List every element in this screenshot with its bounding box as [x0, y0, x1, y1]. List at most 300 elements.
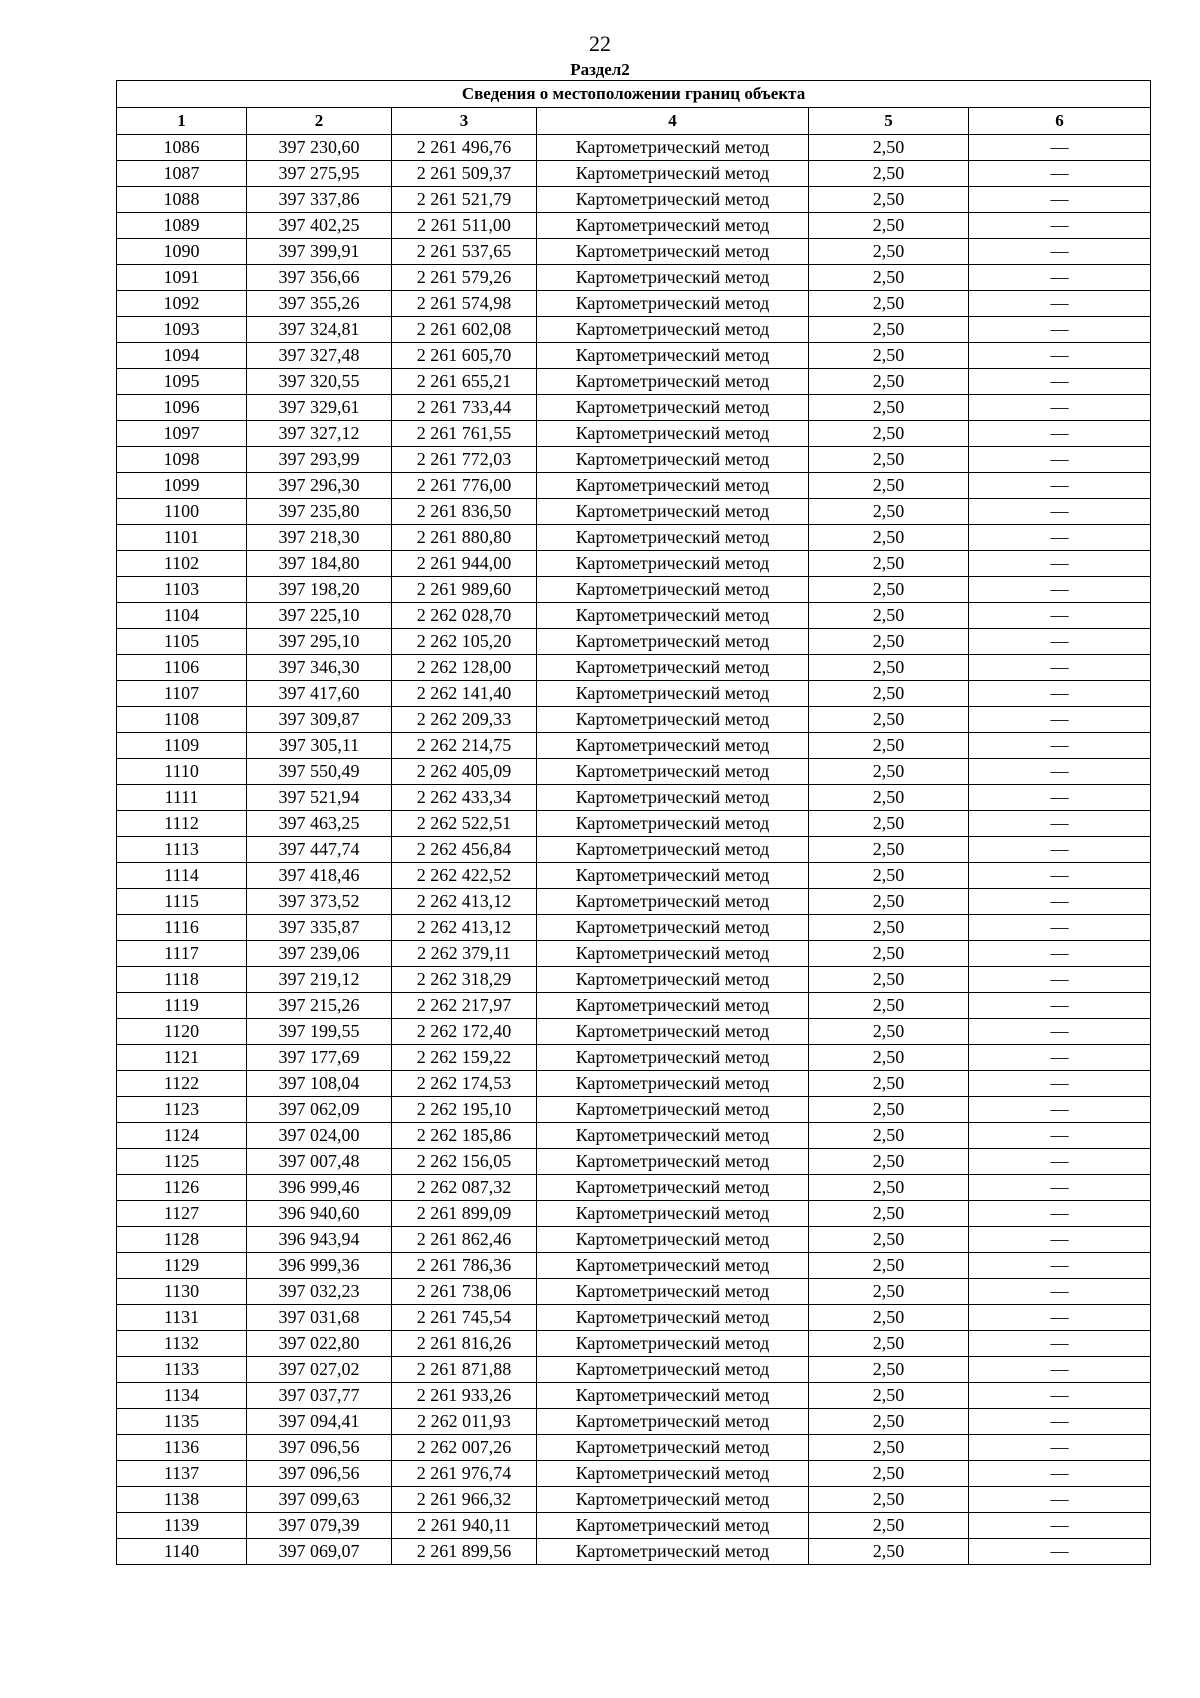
point-number-cell: 1130	[117, 1279, 247, 1305]
description-cell: —	[969, 759, 1151, 785]
table-row	[117, 681, 1151, 707]
accuracy-cell: 2,50	[809, 681, 969, 707]
method-cell: Картометрический метод	[537, 1357, 809, 1383]
table-row	[117, 863, 1151, 889]
x-coordinate-cell: 397 037,77	[247, 1383, 392, 1409]
y-coordinate-cell: 2 261 976,74	[392, 1461, 537, 1487]
x-coordinate-cell: 397 219,12	[247, 967, 392, 993]
description-cell: —	[969, 967, 1151, 993]
point-number-cell: 1137	[117, 1461, 247, 1487]
description-cell: —	[969, 1227, 1151, 1253]
accuracy-cell: 2,50	[809, 785, 969, 811]
description-cell: —	[969, 1045, 1151, 1071]
point-number-cell: 1095	[117, 369, 247, 395]
x-coordinate-cell: 397 373,52	[247, 889, 392, 915]
x-coordinate-cell: 397 198,20	[247, 577, 392, 603]
point-number-cell: 1131	[117, 1305, 247, 1331]
table-row	[117, 1539, 1151, 1565]
accuracy-cell: 2,50	[809, 889, 969, 915]
method-cell: Картометрический метод	[537, 161, 809, 187]
description-cell: —	[969, 915, 1151, 941]
x-coordinate-cell: 397 327,48	[247, 343, 392, 369]
y-coordinate-cell: 2 261 579,26	[392, 265, 537, 291]
y-coordinate-cell: 2 261 511,00	[392, 213, 537, 239]
method-cell: Картометрический метод	[537, 421, 809, 447]
accuracy-cell: 2,50	[809, 1201, 969, 1227]
description-cell: —	[969, 603, 1151, 629]
method-cell: Картометрический метод	[537, 1149, 809, 1175]
y-coordinate-cell: 2 261 880,80	[392, 525, 537, 551]
table-row	[117, 1019, 1151, 1045]
accuracy-cell: 2,50	[809, 1123, 969, 1149]
description-cell: —	[969, 1513, 1151, 1539]
x-coordinate-cell: 397 099,63	[247, 1487, 392, 1513]
description-cell: —	[969, 733, 1151, 759]
y-coordinate-cell: 2 262 195,10	[392, 1097, 537, 1123]
table-row	[117, 317, 1151, 343]
description-cell: —	[969, 1461, 1151, 1487]
x-coordinate-cell: 397 218,30	[247, 525, 392, 551]
method-cell: Картометрический метод	[537, 967, 809, 993]
description-cell: —	[969, 655, 1151, 681]
table-row	[117, 343, 1151, 369]
y-coordinate-cell: 2 262 433,34	[392, 785, 537, 811]
accuracy-cell: 2,50	[809, 213, 969, 239]
accuracy-cell: 2,50	[809, 915, 969, 941]
description-cell: —	[969, 1357, 1151, 1383]
accuracy-cell: 2,50	[809, 473, 969, 499]
y-coordinate-cell: 2 262 185,86	[392, 1123, 537, 1149]
y-coordinate-cell: 2 261 733,44	[392, 395, 537, 421]
table-body	[117, 135, 1151, 1565]
method-cell: Картометрический метод	[537, 1175, 809, 1201]
table-row	[117, 993, 1151, 1019]
x-coordinate-cell: 397 335,87	[247, 915, 392, 941]
method-cell: Картометрический метод	[537, 1097, 809, 1123]
accuracy-cell: 2,50	[809, 421, 969, 447]
accuracy-cell: 2,50	[809, 499, 969, 525]
y-coordinate-cell: 2 262 156,05	[392, 1149, 537, 1175]
method-cell: Картометрический метод	[537, 681, 809, 707]
column-number-row	[117, 108, 1151, 135]
accuracy-cell: 2,50	[809, 1071, 969, 1097]
description-cell: —	[969, 811, 1151, 837]
point-number-cell: 1088	[117, 187, 247, 213]
method-cell: Картометрический метод	[537, 889, 809, 915]
method-cell: Картометрический метод	[537, 1279, 809, 1305]
table-row	[117, 265, 1151, 291]
x-coordinate-cell: 396 999,46	[247, 1175, 392, 1201]
method-cell: Картометрический метод	[537, 525, 809, 551]
x-coordinate-cell: 397 239,06	[247, 941, 392, 967]
table-row	[117, 1253, 1151, 1279]
x-coordinate-cell: 397 007,48	[247, 1149, 392, 1175]
accuracy-cell: 2,50	[809, 239, 969, 265]
table-row	[117, 239, 1151, 265]
description-cell: —	[969, 1123, 1151, 1149]
method-cell: Картометрический метод	[537, 811, 809, 837]
table-row	[117, 577, 1151, 603]
accuracy-cell: 2,50	[809, 863, 969, 889]
x-coordinate-cell: 397 027,02	[247, 1357, 392, 1383]
table-row	[117, 811, 1151, 837]
method-cell: Картометрический метод	[537, 863, 809, 889]
y-coordinate-cell: 2 262 172,40	[392, 1019, 537, 1045]
y-coordinate-cell: 2 261 574,98	[392, 291, 537, 317]
method-cell: Картометрический метод	[537, 1331, 809, 1357]
method-cell: Картометрический метод	[537, 213, 809, 239]
method-cell: Картометрический метод	[537, 499, 809, 525]
x-coordinate-cell: 397 418,46	[247, 863, 392, 889]
point-number-cell: 1086	[117, 135, 247, 161]
method-cell: Картометрический метод	[537, 1071, 809, 1097]
description-cell: —	[969, 707, 1151, 733]
accuracy-cell: 2,50	[809, 525, 969, 551]
table-row	[117, 161, 1151, 187]
y-coordinate-cell: 2 261 836,50	[392, 499, 537, 525]
table-row	[117, 395, 1151, 421]
x-coordinate-cell: 396 999,36	[247, 1253, 392, 1279]
description-cell: —	[969, 941, 1151, 967]
y-coordinate-cell: 2 261 509,37	[392, 161, 537, 187]
table-row	[117, 967, 1151, 993]
point-number-cell: 1129	[117, 1253, 247, 1279]
point-number-cell: 1099	[117, 473, 247, 499]
y-coordinate-cell: 2 261 862,46	[392, 1227, 537, 1253]
x-coordinate-cell: 397 184,80	[247, 551, 392, 577]
accuracy-cell: 2,50	[809, 941, 969, 967]
x-coordinate-cell: 397 215,26	[247, 993, 392, 1019]
table-row	[117, 1357, 1151, 1383]
table-row	[117, 1513, 1151, 1539]
point-number-cell: 1092	[117, 291, 247, 317]
point-number-cell: 1116	[117, 915, 247, 941]
table-row	[117, 915, 1151, 941]
accuracy-cell: 2,50	[809, 1357, 969, 1383]
x-coordinate-cell: 397 327,12	[247, 421, 392, 447]
x-coordinate-cell: 397 417,60	[247, 681, 392, 707]
column-number: 4	[537, 108, 809, 135]
x-coordinate-cell: 397 022,80	[247, 1331, 392, 1357]
method-cell: Картометрический метод	[537, 1513, 809, 1539]
accuracy-cell: 2,50	[809, 1409, 969, 1435]
accuracy-cell: 2,50	[809, 1227, 969, 1253]
accuracy-cell: 2,50	[809, 369, 969, 395]
description-cell: —	[969, 1149, 1151, 1175]
table-row	[117, 1279, 1151, 1305]
x-coordinate-cell: 397 069,07	[247, 1539, 392, 1565]
point-number-cell: 1101	[117, 525, 247, 551]
point-number-cell: 1126	[117, 1175, 247, 1201]
y-coordinate-cell: 2 262 405,09	[392, 759, 537, 785]
y-coordinate-cell: 2 261 738,06	[392, 1279, 537, 1305]
accuracy-cell: 2,50	[809, 733, 969, 759]
point-number-cell: 1120	[117, 1019, 247, 1045]
y-coordinate-cell: 2 262 456,84	[392, 837, 537, 863]
point-number-cell: 1105	[117, 629, 247, 655]
description-cell: —	[969, 473, 1151, 499]
accuracy-cell: 2,50	[809, 1461, 969, 1487]
accuracy-cell: 2,50	[809, 317, 969, 343]
description-cell: —	[969, 1097, 1151, 1123]
y-coordinate-cell: 2 261 989,60	[392, 577, 537, 603]
table-row	[117, 1071, 1151, 1097]
description-cell: —	[969, 395, 1151, 421]
accuracy-cell: 2,50	[809, 1513, 969, 1539]
x-coordinate-cell: 397 329,61	[247, 395, 392, 421]
accuracy-cell: 2,50	[809, 759, 969, 785]
accuracy-cell: 2,50	[809, 1539, 969, 1565]
method-cell: Картометрический метод	[537, 941, 809, 967]
method-cell: Картометрический метод	[537, 1539, 809, 1565]
point-number-cell: 1124	[117, 1123, 247, 1149]
x-coordinate-cell: 397 225,10	[247, 603, 392, 629]
point-number-cell: 1091	[117, 265, 247, 291]
accuracy-cell: 2,50	[809, 629, 969, 655]
y-coordinate-cell: 2 262 141,40	[392, 681, 537, 707]
point-number-cell: 1093	[117, 317, 247, 343]
point-number-cell: 1111	[117, 785, 247, 811]
table-row	[117, 1201, 1151, 1227]
point-number-cell: 1135	[117, 1409, 247, 1435]
point-number-cell: 1089	[117, 213, 247, 239]
accuracy-cell: 2,50	[809, 1253, 969, 1279]
y-coordinate-cell: 2 262 422,52	[392, 863, 537, 889]
page-number: 22	[589, 31, 611, 56]
point-number-cell: 1107	[117, 681, 247, 707]
table-caption: Сведения о местоположении границ объекта	[117, 81, 1151, 108]
method-cell: Картометрический метод	[537, 603, 809, 629]
method-cell: Картометрический метод	[537, 577, 809, 603]
table-row	[117, 1461, 1151, 1487]
table-row	[117, 759, 1151, 785]
accuracy-cell: 2,50	[809, 395, 969, 421]
method-cell: Картометрический метод	[537, 655, 809, 681]
point-number-cell: 1121	[117, 1045, 247, 1071]
table-row	[117, 1331, 1151, 1357]
x-coordinate-cell: 397 235,80	[247, 499, 392, 525]
column-number: 1	[117, 108, 247, 135]
accuracy-cell: 2,50	[809, 1279, 969, 1305]
accuracy-cell: 2,50	[809, 1045, 969, 1071]
y-coordinate-cell: 2 261 602,08	[392, 317, 537, 343]
point-number-cell: 1134	[117, 1383, 247, 1409]
x-coordinate-cell: 397 346,30	[247, 655, 392, 681]
accuracy-cell: 2,50	[809, 707, 969, 733]
table-row	[117, 1175, 1151, 1201]
table-row	[117, 889, 1151, 915]
method-cell: Картометрический метод	[537, 1019, 809, 1045]
method-cell: Картометрический метод	[537, 343, 809, 369]
method-cell: Картометрический метод	[537, 785, 809, 811]
method-cell: Картометрический метод	[537, 395, 809, 421]
point-number-cell: 1094	[117, 343, 247, 369]
point-number-cell: 1102	[117, 551, 247, 577]
y-coordinate-cell: 2 261 521,79	[392, 187, 537, 213]
point-number-cell: 1139	[117, 1513, 247, 1539]
accuracy-cell: 2,50	[809, 135, 969, 161]
point-number-cell: 1100	[117, 499, 247, 525]
x-coordinate-cell: 397 402,25	[247, 213, 392, 239]
section-title: Раздел2	[570, 60, 630, 79]
x-coordinate-cell: 396 943,94	[247, 1227, 392, 1253]
point-number-cell: 1112	[117, 811, 247, 837]
table-row	[117, 499, 1151, 525]
x-coordinate-cell: 397 094,41	[247, 1409, 392, 1435]
x-coordinate-cell: 397 032,23	[247, 1279, 392, 1305]
method-cell: Картометрический метод	[537, 551, 809, 577]
y-coordinate-cell: 2 262 214,75	[392, 733, 537, 759]
method-cell: Картометрический метод	[537, 187, 809, 213]
x-coordinate-cell: 397 275,95	[247, 161, 392, 187]
x-coordinate-cell: 397 295,10	[247, 629, 392, 655]
y-coordinate-cell: 2 262 174,53	[392, 1071, 537, 1097]
method-cell: Картометрический метод	[537, 1435, 809, 1461]
table-row	[117, 1097, 1151, 1123]
method-cell: Картометрический метод	[537, 265, 809, 291]
x-coordinate-cell: 397 096,56	[247, 1435, 392, 1461]
x-coordinate-cell: 397 079,39	[247, 1513, 392, 1539]
method-cell: Картометрический метод	[537, 291, 809, 317]
accuracy-cell: 2,50	[809, 577, 969, 603]
accuracy-cell: 2,50	[809, 1435, 969, 1461]
y-coordinate-cell: 2 261 776,00	[392, 473, 537, 499]
table-row	[117, 1149, 1151, 1175]
column-number: 5	[809, 108, 969, 135]
point-number-cell: 1125	[117, 1149, 247, 1175]
table-row	[117, 369, 1151, 395]
accuracy-cell: 2,50	[809, 993, 969, 1019]
description-cell: —	[969, 837, 1151, 863]
x-coordinate-cell: 397 024,00	[247, 1123, 392, 1149]
method-cell: Картометрический метод	[537, 1253, 809, 1279]
accuracy-cell: 2,50	[809, 1149, 969, 1175]
point-number-cell: 1090	[117, 239, 247, 265]
description-cell: —	[969, 577, 1151, 603]
accuracy-cell: 2,50	[809, 551, 969, 577]
point-number-cell: 1106	[117, 655, 247, 681]
x-coordinate-cell: 397 108,04	[247, 1071, 392, 1097]
table-row	[117, 1305, 1151, 1331]
y-coordinate-cell: 2 262 028,70	[392, 603, 537, 629]
description-cell: —	[969, 161, 1151, 187]
table-row	[117, 525, 1151, 551]
method-cell: Картометрический метод	[537, 1487, 809, 1513]
method-cell: Картометрический метод	[537, 915, 809, 941]
table-row	[117, 1045, 1151, 1071]
column-number: 2	[247, 108, 392, 135]
table-row	[117, 837, 1151, 863]
accuracy-cell: 2,50	[809, 1383, 969, 1409]
accuracy-cell: 2,50	[809, 1175, 969, 1201]
y-coordinate-cell: 2 261 496,76	[392, 135, 537, 161]
table-row	[117, 1227, 1151, 1253]
x-coordinate-cell: 397 062,09	[247, 1097, 392, 1123]
table-row	[117, 421, 1151, 447]
description-cell: —	[969, 135, 1151, 161]
table-row	[117, 551, 1151, 577]
method-cell: Картометрический метод	[537, 369, 809, 395]
point-number-cell: 1140	[117, 1539, 247, 1565]
description-cell: —	[969, 343, 1151, 369]
point-number-cell: 1098	[117, 447, 247, 473]
table-row	[117, 213, 1151, 239]
method-cell: Картометрический метод	[537, 759, 809, 785]
table-row	[117, 1383, 1151, 1409]
method-cell: Картометрический метод	[537, 447, 809, 473]
method-cell: Картометрический метод	[537, 1461, 809, 1487]
method-cell: Картометрический метод	[537, 1045, 809, 1071]
table-row	[117, 733, 1151, 759]
y-coordinate-cell: 2 262 209,33	[392, 707, 537, 733]
table-row	[117, 447, 1151, 473]
description-cell: —	[969, 1019, 1151, 1045]
y-coordinate-cell: 2 261 871,88	[392, 1357, 537, 1383]
table-caption-row	[117, 81, 1151, 108]
point-number-cell: 1136	[117, 1435, 247, 1461]
column-number: 3	[392, 108, 537, 135]
y-coordinate-cell: 2 262 087,32	[392, 1175, 537, 1201]
table-row	[117, 187, 1151, 213]
y-coordinate-cell: 2 261 966,32	[392, 1487, 537, 1513]
point-number-cell: 1122	[117, 1071, 247, 1097]
method-cell: Картометрический метод	[537, 239, 809, 265]
description-cell: —	[969, 1279, 1151, 1305]
boundary-coordinates-table	[116, 80, 1151, 1565]
method-cell: Картометрический метод	[537, 837, 809, 863]
description-cell: —	[969, 291, 1151, 317]
y-coordinate-cell: 2 262 413,12	[392, 915, 537, 941]
x-coordinate-cell: 397 096,56	[247, 1461, 392, 1487]
table-row	[117, 629, 1151, 655]
y-coordinate-cell: 2 262 007,26	[392, 1435, 537, 1461]
y-coordinate-cell: 2 261 899,09	[392, 1201, 537, 1227]
x-coordinate-cell: 397 521,94	[247, 785, 392, 811]
y-coordinate-cell: 2 262 413,12	[392, 889, 537, 915]
accuracy-cell: 2,50	[809, 161, 969, 187]
method-cell: Картометрический метод	[537, 707, 809, 733]
table-row	[117, 941, 1151, 967]
point-number-cell: 1103	[117, 577, 247, 603]
y-coordinate-cell: 2 261 944,00	[392, 551, 537, 577]
x-coordinate-cell: 397 356,66	[247, 265, 392, 291]
y-coordinate-cell: 2 261 933,26	[392, 1383, 537, 1409]
point-number-cell: 1087	[117, 161, 247, 187]
y-coordinate-cell: 2 261 655,21	[392, 369, 537, 395]
point-number-cell: 1114	[117, 863, 247, 889]
table-row	[117, 785, 1151, 811]
description-cell: —	[969, 369, 1151, 395]
x-coordinate-cell: 397 324,81	[247, 317, 392, 343]
description-cell: —	[969, 499, 1151, 525]
description-cell: —	[969, 317, 1151, 343]
y-coordinate-cell: 2 262 318,29	[392, 967, 537, 993]
description-cell: —	[969, 681, 1151, 707]
point-number-cell: 1127	[117, 1201, 247, 1227]
x-coordinate-cell: 397 293,99	[247, 447, 392, 473]
description-cell: —	[969, 447, 1151, 473]
description-cell: —	[969, 1435, 1151, 1461]
y-coordinate-cell: 2 262 379,11	[392, 941, 537, 967]
point-number-cell: 1132	[117, 1331, 247, 1357]
y-coordinate-cell: 2 261 772,03	[392, 447, 537, 473]
y-coordinate-cell: 2 261 816,26	[392, 1331, 537, 1357]
accuracy-cell: 2,50	[809, 447, 969, 473]
point-number-cell: 1109	[117, 733, 247, 759]
y-coordinate-cell: 2 262 011,93	[392, 1409, 537, 1435]
description-cell: —	[969, 265, 1151, 291]
y-coordinate-cell: 2 261 940,11	[392, 1513, 537, 1539]
